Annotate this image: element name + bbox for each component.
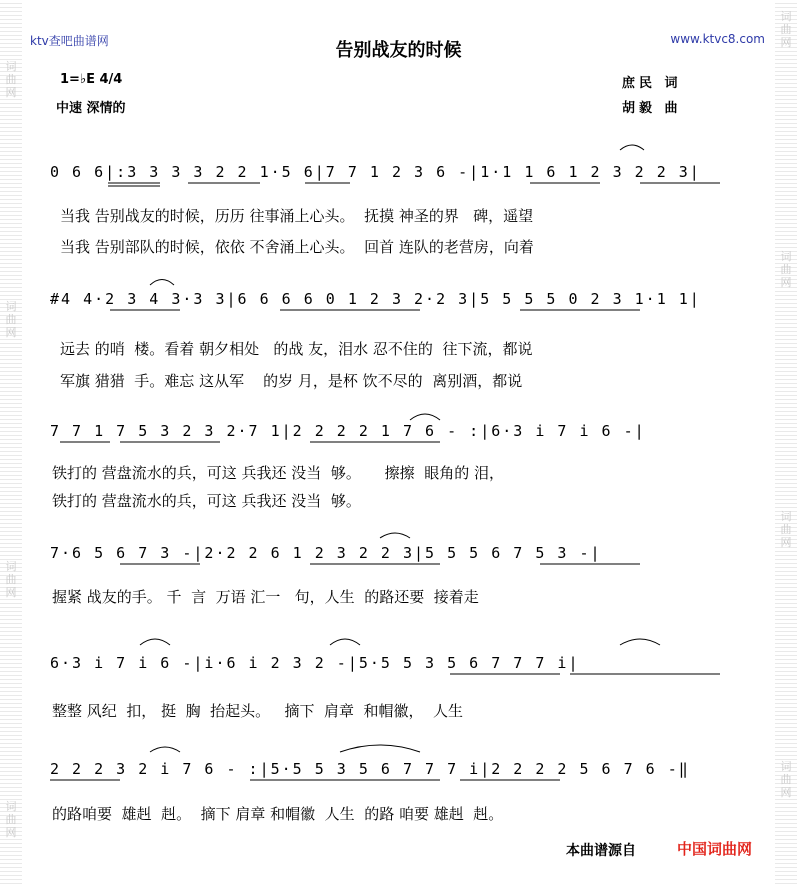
tempo-marking: 中速 深情的	[56, 101, 126, 116]
lyrics-verse-1: 铁打的 营盘流水的兵，可这 兵我还 没当 够。 擦擦 眼角的 泪，	[52, 464, 504, 482]
notation-line: 0 6 6|:3 3 3 3 2 2 1·5 6|7 7 1 2 3 6 -|1·1 1 6 1 2 3 2 2 3|	[50, 163, 701, 181]
notation-line: 6·3 i 7 i 6 -|i·6 i 2 3 2 -|5·5 5 3 5 6 7 7 7 i|	[50, 654, 580, 672]
notation-line: 7 7 1 7 5 3 2 3 2·7 1|2 2 2 2 1 7 6 - :|6·3 i 7 i 6 -|	[50, 422, 646, 440]
lyricist-credit: 庶民 词	[622, 76, 682, 91]
watermark-text: 词曲网	[780, 250, 792, 289]
source-link[interactable]: 中国词曲网	[677, 840, 753, 858]
watermark-text: 词曲网	[5, 300, 17, 339]
watermark-text: 词曲网	[780, 510, 792, 549]
lyrics-verse-1: 远去 的哨 楼。看着 朝夕相处 的战 友，泪水 忍不住的 往下流，都说	[60, 340, 533, 358]
lyrics-verse-2: 铁打的 营盘流水的兵，可这 兵我还 没当 够。	[52, 492, 361, 510]
notation-line: 7·6 5 6 7 3 -|2·2 2 6 1 2 3 2 2 3|5 5 5 6 7 5 3 -|	[50, 544, 602, 562]
lyrics-verse-1: 握紧 战友的手。 千 言 万语 汇一 句，人生 的路还要 接着走	[52, 588, 479, 606]
site-url-right: www.ktvc8.com	[670, 32, 765, 46]
lyrics-verse-2: 当我 告别部队的时候，依依 不舍涌上心头。 回首 连队的老营房，向着	[60, 238, 534, 256]
source-label: 本曲谱源自	[566, 843, 636, 859]
watermark-text: 词曲网	[5, 60, 17, 99]
notation-line: 2 2 2 3 2 i 7 6 - :|5·5 5 3 5 6 7 7 7 i|2 2 2 2 5 6 7 6 -‖	[50, 760, 690, 778]
key-signature: 1=♭E 4/4	[60, 72, 123, 87]
watermark-text: 词曲网	[5, 800, 17, 839]
site-name-left: ktv查吧曲谱网	[30, 34, 109, 48]
composer-credit: 胡毅 曲	[622, 101, 682, 116]
lyrics-verse-2: 军旗 猎猎 手。难忘 这从军 的岁 月，是杯 饮不尽的 离别酒，都说	[60, 372, 523, 390]
notation-line: #4 4·2 3 4 3·3 3|6 6 6 6 0 1 2 3 2·2 3|5 5 5 5 0 2 3 1·1 1|	[50, 290, 701, 308]
watermark-text: 词曲网	[780, 760, 792, 799]
page-title: 告别战友的时候	[335, 40, 462, 61]
lyrics-verse-1: 的路咱要 雄赳 赳。 摘下 肩章 和帽徽 人生 的路 咱要 雄赳 赳。	[52, 805, 504, 823]
watermark-text: 词曲网	[5, 560, 17, 599]
lyrics-verse-1: 当我 告别战友的时候，历历 往事涌上心头。 抚摸 神圣的界 碑，遥望	[60, 207, 534, 225]
watermark-text: 词曲网	[780, 10, 792, 49]
lyrics-verse-1: 整整 风纪 扣， 挺 胸 抬起头。 摘下 肩章 和帽徽， 人生	[52, 702, 464, 720]
